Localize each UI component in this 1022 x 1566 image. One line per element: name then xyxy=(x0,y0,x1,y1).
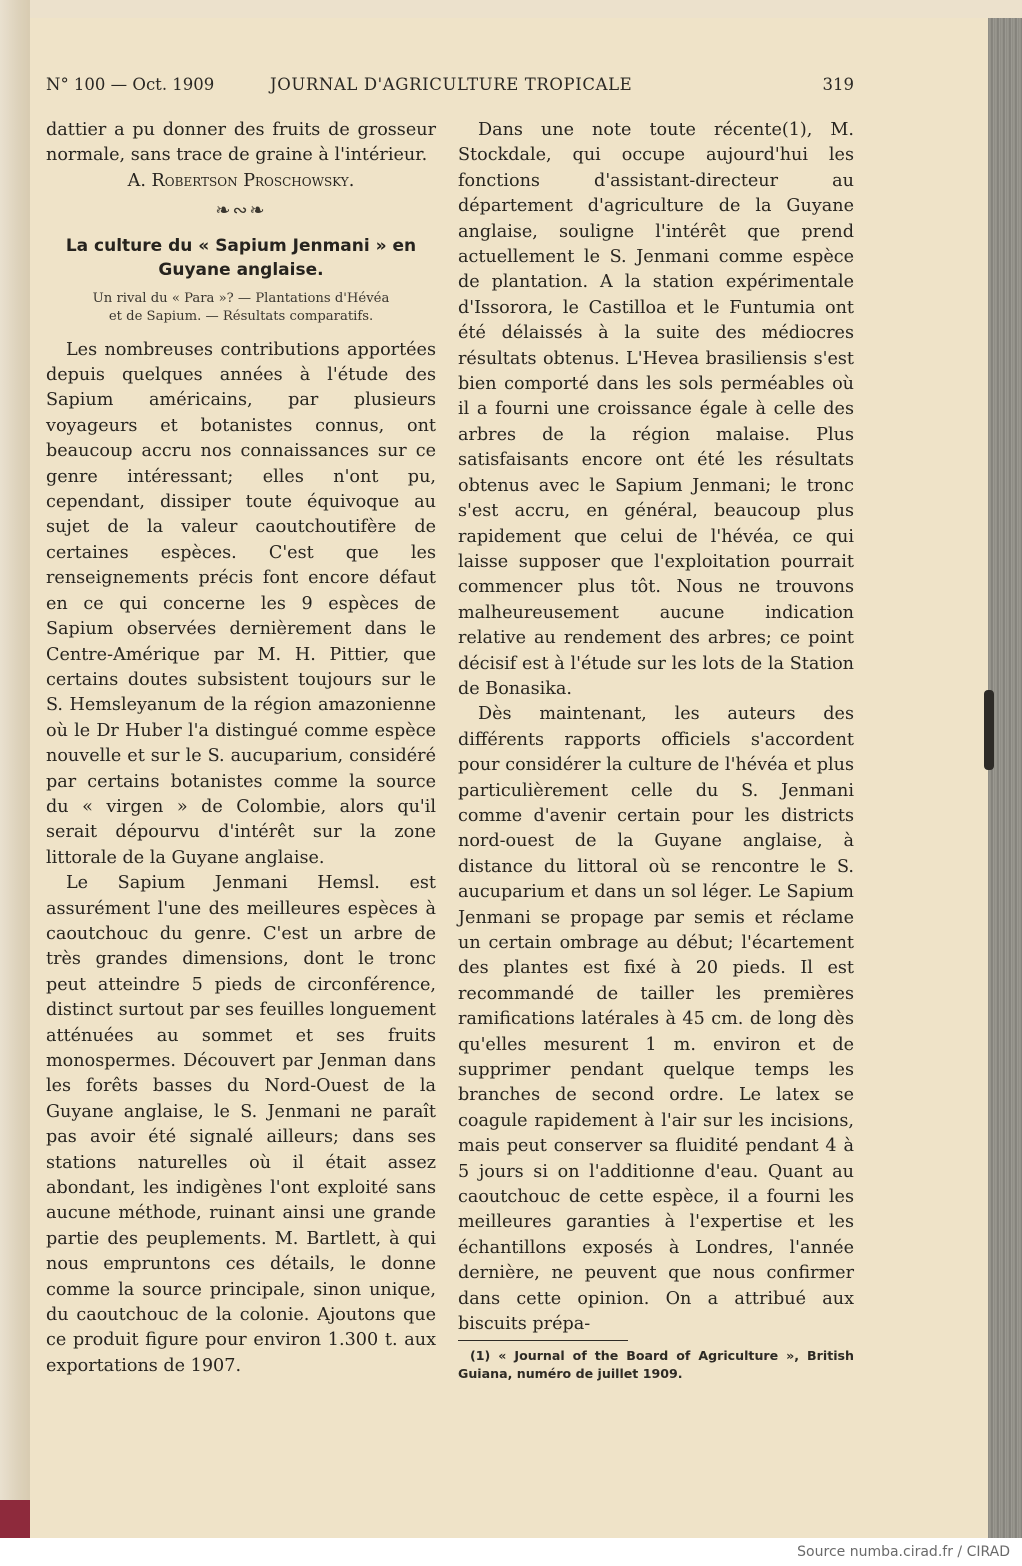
book-page-edges xyxy=(988,18,1022,1538)
article-subtitle xyxy=(46,290,436,326)
spine-mark xyxy=(984,690,994,770)
body-paragraph: Le Sapium Jenmani Hemsl. est assurément l'une des meilleures espèces à caoutchouc du genre. C'est un arbre de très grandes dimensions, dont le tronc peut atteindre 5 pieds de circonférence, distinct surtout par ses feuilles longuement atténuées au sommet et ses fruits monospermes. Découvert par Jenman dans les forêts basses du Nord-Ouest de la Guyane anglaise, le S. Jenmani ne paraît pas avoir été signalé ailleurs; dans ses stations naturelles où il était assez abondant, les indigènes l'ont exploité sans aucune méthode, ruinant ainsi une grande partie des peuplements. M. Bartlett, à qui nous empruntons ces détails, le donne comme la source principale, sinon unique, du caoutchouc de la colonie. Ajoutons que ce produit figure pour environ 1.300 t. aux exportations de 1907. xyxy=(46,873,436,1376)
source-credit: Source numba.cirad.fr / CIRAD xyxy=(797,1544,1010,1560)
body-paragraph: Les nombreuses contributions apportées depuis quelques années à l'étude des Sapium américains, par plusieurs voyageurs et botanistes connus, ont beaucoup accru nos connaissances sur ce genre intéressant; elles n'ont pu, cependant, dissiper toute équivoque au sujet de la valeur caoutchoutifère de certaines espèces. C'est que les renseignements précis font encore défaut en ce qui concerne les 9 espèces de Sapium observées dernièrement dans le Centre-Amérique par M. H. Pittier, que certains doutes subsistent toujours sur le S. Hemsleyanum de la région amazonienne où le Dr Huber l'a distingué comme espèce nouvelle et sur le S. aucuparium, considéré par certains botanistes comme la source du « virgen » de Colombie, alors qu'il serait dépourvu d'intérêt sur la zone littorale de la Guyane anglaise. xyxy=(46,339,436,868)
article-subtitle-line: et de Sapium. — Résultats comparatifs. xyxy=(108,308,374,324)
ornament-divider: ❧∾❧ xyxy=(215,200,267,222)
body-paragraph: Dès maintenant, les auteurs des différents rapports officiels s'accordent pour considérer la culture de l'hévéa et plus particulièrement celle du S. Jenmani comme d'avenir certain pour les districts nord-ouest de la Guyane anglaise, à distance du littoral où se rencontre le S. aucuparium et dans un sol léger. Le Sapium Jenmani se propage par semis et réclame un certain ombrage au début; l'écartement des plantes est fixé à 20 pieds. Il est recommandé de tailler les premières ramifications latérales à 45 cm. de long dès qu'elles mesurent 1 m. environ et de supprimer pendant quelque temps les branches de second ordre. Le latex se coagule rapidement à l'air sur les incisions, mais peut conserver sa fluidité pendant 4 à 5 jours si on l'additionne d'eau. Quant au caoutchouc de cette espèce, il a fourni les meilleures garanties à l'expertise et les échantillons exposés à Londres, l'année dernière, ne peuvent que nous confirmer dans cette opinion. On a attribué aux biscuits prépa- xyxy=(458,704,854,1335)
footnote-rule xyxy=(458,1340,628,1341)
footnote: (1) « Journal of the Board of Agriculture », British Guiana, numéro de juillet 1909. xyxy=(458,1347,854,1381)
binding-edge xyxy=(0,1500,34,1538)
body-paragraph: Dans une note toute récente(1), M. Stockdale, qui occupe aujourd'hui les fonctions d'assistant-directeur au département d'agriculture de la Guyane anglaise, souligne l'intérêt que prend actuellement le S. Jenmani comme espèce de plantation. A la station expérimentale d'Issorora, le Castilloa et le Funtumia ont été délaissés à la suite des médiocres résultats obtenus. L'Hevea brasiliensis s'est bien comporté dans les sols perméables où il a fourni une croissance égale à celle des arbres de la région malaise. Plus satisfaisants encore ont été les résultats obtenus avec le Sapium Jenmani; le tronc s'est accru, en général, beaucoup plus rapidement que celui de l'hévéa, ce qui laisse supposer que l'exploitation pourrait commencer plus tôt. Nous ne trouvons malheureusement aucune indication relative au rendement des arbres; ce point décisif est à l'étude sur les lots de la Station de Bonasika. xyxy=(458,120,854,699)
running-header xyxy=(46,75,854,99)
left-column xyxy=(46,118,436,1379)
issue-date: N° 100 — Oct. 1909 xyxy=(46,75,215,94)
right-column xyxy=(458,118,854,1383)
article-title: La culture du « Sapium Jenmani » en Guyane anglaise. xyxy=(65,235,417,280)
scan-left-margin xyxy=(0,0,30,1538)
page-number: 319 xyxy=(822,75,854,94)
article-subtitle-line: Un rival du « Para »? — Plantations d'Hévéa xyxy=(92,290,390,306)
journal-title: JOURNAL D'AGRICULTURE TROPICALE xyxy=(270,75,633,94)
previous-article-ending: dattier a pu donner des fruits de grosseur normale, sans trace de graine à l'intérieur. xyxy=(46,120,436,166)
previous-article-signature: A. Robertson Proschowsky. xyxy=(127,170,355,191)
